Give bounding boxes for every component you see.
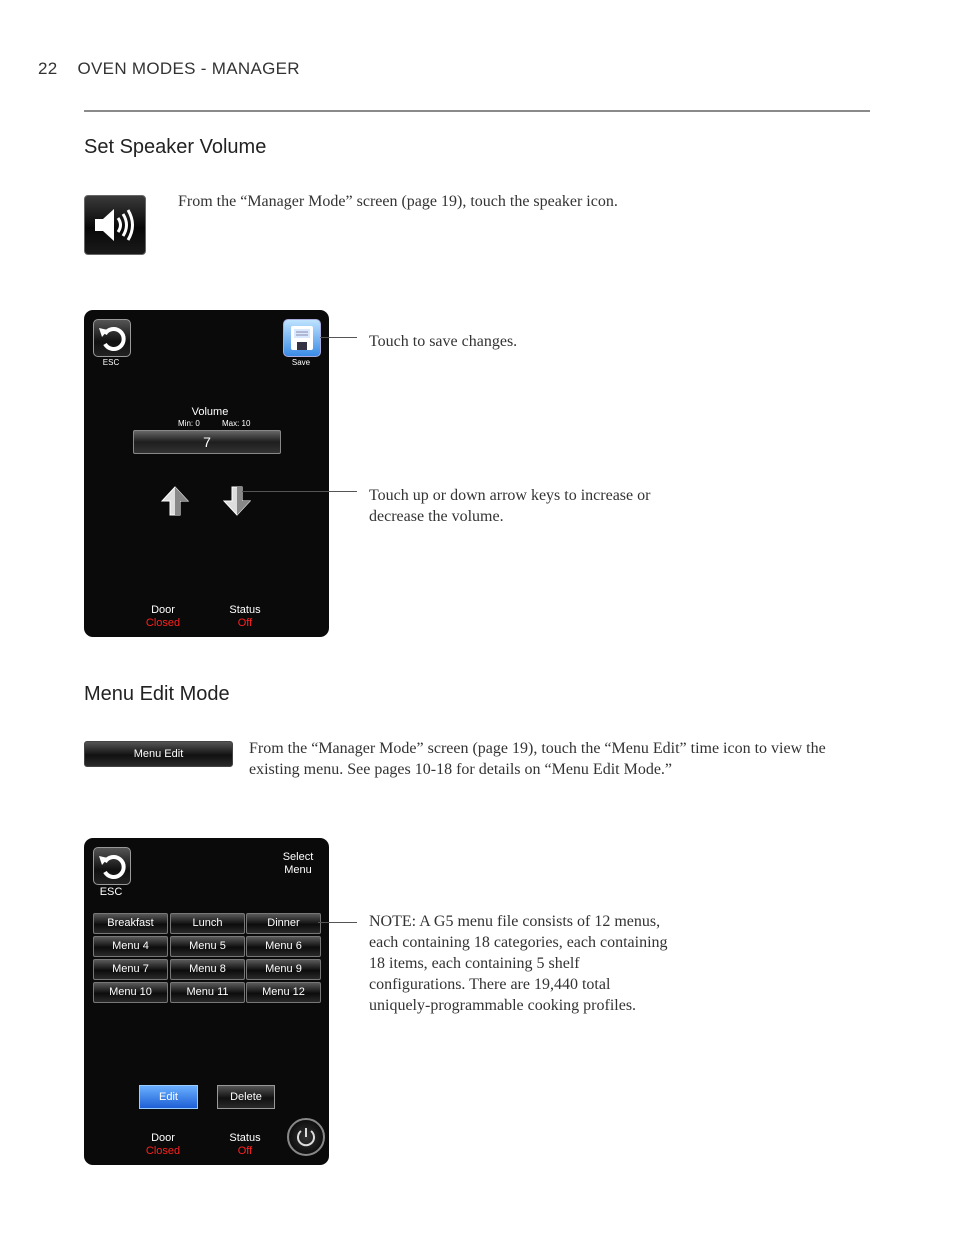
- volume-label: Volume: [191, 406, 229, 418]
- status-value: Off: [237, 617, 253, 629]
- status-label: Status: [229, 604, 261, 616]
- menu-cell[interactable]: Menu 5: [170, 936, 245, 957]
- esc-button[interactable]: [93, 319, 131, 357]
- leader-line-arrows: [242, 491, 357, 492]
- volume-intro: From the “Manager Mode” screen (page 19), touch the speaker icon.: [178, 193, 618, 210]
- arrow-up-icon: [160, 485, 190, 517]
- menu-cell[interactable]: Menu 6: [246, 936, 321, 957]
- back-arrow-icon: [94, 848, 130, 884]
- callout-arrows: Touch up or down arrow keys to increase or decrease the volume.: [369, 487, 651, 525]
- menu-cell[interactable]: Menu 7: [93, 959, 168, 980]
- leader-line-note: [318, 922, 357, 923]
- esc-button[interactable]: [93, 847, 131, 885]
- menu-edit-intro: From the “Manager Mode” screen (page 19), touch the “Menu Edit” time icon to view the existing menu. See pages 10-18 for details on “Menu Edit Mode.”: [249, 740, 826, 778]
- door-label: Door: [151, 1132, 175, 1144]
- menu-edit-heading: Menu Edit Mode: [84, 683, 230, 705]
- status-label: Status: [229, 1132, 261, 1144]
- menu-cell[interactable]: Menu 8: [170, 959, 245, 980]
- volume-screen: [84, 310, 329, 637]
- edit-button[interactable]: Edit: [139, 1085, 198, 1109]
- menu-cell[interactable]: Lunch: [170, 913, 245, 934]
- menu-cell[interactable]: Dinner: [246, 913, 321, 934]
- menu-cell[interactable]: Menu 11: [170, 982, 245, 1003]
- menu-cell[interactable]: Menu 4: [93, 936, 168, 957]
- power-icon: [289, 1120, 323, 1154]
- volume-min: Min: 0: [178, 419, 200, 428]
- menu-edit-button[interactable]: Menu Edit: [84, 741, 233, 767]
- callout-save: Touch to save changes.: [369, 333, 518, 350]
- volume-up-button[interactable]: [160, 485, 190, 522]
- arrow-down-icon: [222, 485, 252, 517]
- save-label: Save: [291, 358, 311, 367]
- save-button[interactable]: [283, 319, 321, 357]
- speaker-button[interactable]: [84, 195, 146, 255]
- back-arrow-icon: [94, 320, 130, 356]
- door-value: Closed: [145, 1145, 181, 1157]
- floppy-disk-icon: [284, 320, 320, 356]
- page-header: [38, 59, 300, 79]
- power-button[interactable]: [287, 1118, 325, 1156]
- status-value: Off: [237, 1145, 253, 1157]
- menu-screen: [84, 838, 329, 1165]
- volume-max: Max: 10: [222, 419, 251, 428]
- page-number: 22: [38, 59, 58, 78]
- menu-cell[interactable]: Menu 12: [246, 982, 321, 1003]
- menu-cell[interactable]: Breakfast: [93, 913, 168, 934]
- volume-value-field: 7: [133, 430, 281, 454]
- menu-cell[interactable]: Menu 10: [93, 982, 168, 1003]
- delete-button[interactable]: Delete: [217, 1085, 275, 1109]
- menu-cell[interactable]: Menu 9: [246, 959, 321, 980]
- select-menu-line2: Menu: [284, 864, 312, 876]
- section-title: OVEN MODES - MANAGER: [77, 59, 300, 78]
- esc-label: ESC: [102, 358, 120, 367]
- leader-line-save: [320, 337, 357, 338]
- volume-heading: Set Speaker Volume: [84, 136, 267, 158]
- header-rule: [84, 110, 870, 112]
- speaker-icon: [85, 196, 145, 254]
- menu-note: NOTE: A G5 menu file consists of 12 menus, each containing 18 categories, each containing 18 items, each containing 5 shelf configurations. There are 19,440 total uniquely-programmable cooking profiles.: [369, 913, 668, 1014]
- esc-label: ESC: [99, 886, 123, 898]
- door-value: Closed: [145, 617, 181, 629]
- door-label: Door: [151, 604, 175, 616]
- select-menu-line1: Select: [282, 851, 314, 863]
